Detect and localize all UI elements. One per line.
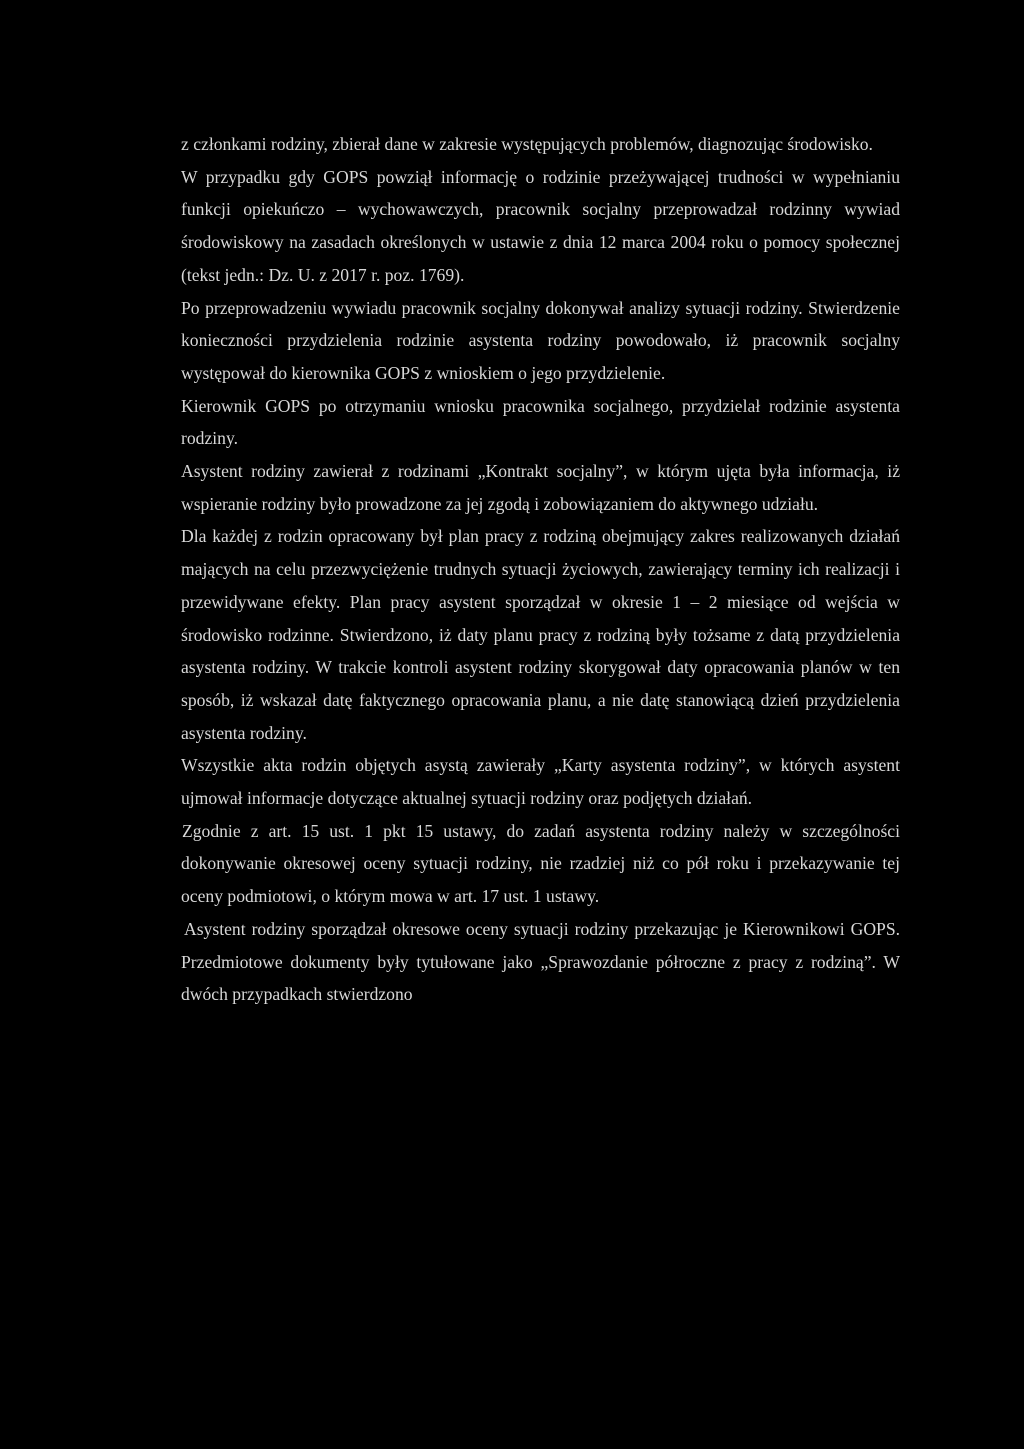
paragraph-manager-assignment: Kierownik GOPS po otrzymaniu wniosku pracownika socjalnego, przydzielał rodzinie asystenta rodziny.	[181, 395, 900, 449]
paragraph-gops-interview: W przypadku gdy GOPS powziął informację o rodzinie przeżywającej trudności w wypełnianiu funkcji opiekuńczo – wychowawczych, pracownik socjalny przeprowadzał rodzinny wywiad środowiskowy na zasadach określonych w ustawie z dnia 12 marca 2004 roku o pomocy społecznej (tekst jedn.: Dz. U. z 2017 r. poz. 1769).	[181, 166, 900, 285]
paragraph-periodic-reports: Asystent rodziny sporządzał okresowe oceny sytuacji rodziny przekazując je Kierownikowi GOPS. Przedmiotowe dokumenty były tytułowane jako „Sprawozdanie półroczne z pracy z rodziną”. W dwóch przypadkach stwierdzono	[181, 918, 900, 1005]
document-body	[181, 128, 900, 1011]
paragraph-work-plan: Dla każdej z rodzin opracowany był plan pracy z rodziną obejmujący zakres realizowanych działań mających na celu przezwyciężenie trudnych sytuacji życiowych, zawierający terminy ich realizacji i przewidywane efekty. Plan pracy asystent sporządzał w okresie 1 – 2 miesiące od wejścia w środowisko rodzinne. Stwierdzono, iż daty planu pracy z rodziną były tożsame z datą przydzielenia asystenta rodziny. W trakcie kontroli asystent rodziny skorygował daty opracowania planów w ten sposób, iż wskazał datę faktycznego opracowania planu, a nie datę stanowiącą dzień przydzielenia asystenta rodziny.	[181, 526, 900, 743]
paragraph-social-contract: Asystent rodziny zawierał z rodzinami „Kontrakt socjalny”, w którym ujęta była informacja, iż wspieranie rodziny było prowadzone za jej zgodą i zobowiązaniem do aktywnego udziału.	[181, 461, 900, 514]
paragraph-analysis: Po przeprowadzeniu wywiadu pracownik socjalny dokonywał analizy sytuacji rodziny. Stwierdzenie konieczności przydzielenia rodzinie asystenta rodziny powodowało, iż pracownik socjalny występował do kierownika GOPS z wnioskiem o jego przydzielenie.	[181, 297, 900, 383]
paragraph-assistant-cards: Wszystkie akta rodzin objętych asystą zawierały „Karty asystenta rodziny”, w których asystent ujmował informacje dotyczące aktualnej sytuacji rodziny oraz podjętych działań.	[181, 755, 900, 809]
paragraph-legal-basis: Zgodnie z art. 15 ust. 1 pkt 15 ustawy, do zadań asystenta rodziny należy w szczególności dokonywanie okresowej oceny sytuacji rodziny, nie rzadziej niż co pół roku i przekazywanie tej oceny podmiotowi, o którym mowa w art. 17 ust. 1 ustawy.	[181, 820, 900, 907]
paragraph-continuation: z członkami rodziny, zbierał dane w zakresie występujących problemów, diagnozując środowisko.	[181, 134, 873, 154]
